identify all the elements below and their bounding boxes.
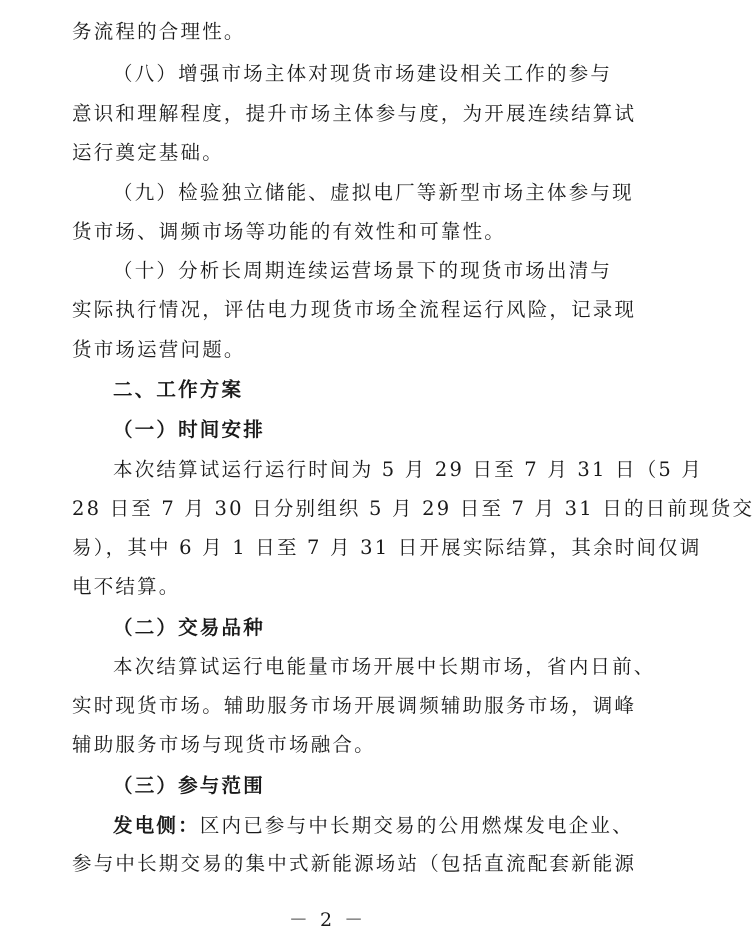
paragraph-line: 电不结算。: [72, 575, 181, 598]
inline-bold-label: 发电侧：: [113, 814, 200, 837]
paragraph-line: 运行奠定基础。: [72, 141, 224, 164]
paragraph-line: 货市场运营问题。: [72, 338, 246, 361]
paragraph-line: 意识和理解程度，提升市场主体参与度，为开展连续结算试: [72, 102, 637, 125]
paragraph-line: 务流程的合理性。: [72, 20, 246, 43]
paragraph-line: （八）增强市场主体对现货市场建设相关工作的参与: [113, 62, 613, 85]
paragraph-line: （九）检验独立储能、虚拟电厂等新型市场主体参与现: [113, 181, 634, 204]
section-heading: 二、工作方案: [113, 378, 244, 401]
subsection-heading: （一）时间安排: [113, 418, 265, 441]
paragraph-line: 28 日至 7 月 30 日分别组织 5 月 29 日至 7 月 31 日的日前现货交: [72, 497, 754, 520]
paragraph-line: 实时现货市场。辅助服务市场开展调频辅助服务市场，调峰: [72, 694, 637, 717]
paragraph-line: 货市场、调频市场等功能的有效性和可靠性。: [72, 220, 507, 243]
subsection-heading: （三）参与范围: [113, 774, 265, 797]
paragraph-line: 辅助服务市场与现货市场融合。: [72, 733, 376, 756]
page-number: － 2 －: [288, 909, 367, 931]
paragraph-text: 区内已参与中长期交易的公用燃煤发电企业、: [199, 814, 634, 837]
subsection-heading: （二）交易品种: [113, 616, 265, 639]
paragraph-line: （十）分析长周期连续运营场景下的现货市场出清与: [113, 259, 613, 282]
paragraph-line: 参与中长期交易的集中式新能源场站（包括直流配套新能源: [72, 852, 637, 875]
paragraph-line: 本次结算试运行运行时间为 5 月 29 日至 7 月 31 日（5 月: [113, 458, 704, 481]
paragraph-line: 实际执行情况，评估电力现货市场全流程运行风险，记录现: [72, 298, 637, 321]
paragraph-line: [113, 814, 634, 838]
paragraph-line: 本次结算试运行电能量市场开展中长期市场，省内日前、: [113, 655, 656, 678]
paragraph-line: 易），其中 6 月 1 日至 7 月 31 日开展实际结算，其余时间仅调: [72, 536, 702, 559]
